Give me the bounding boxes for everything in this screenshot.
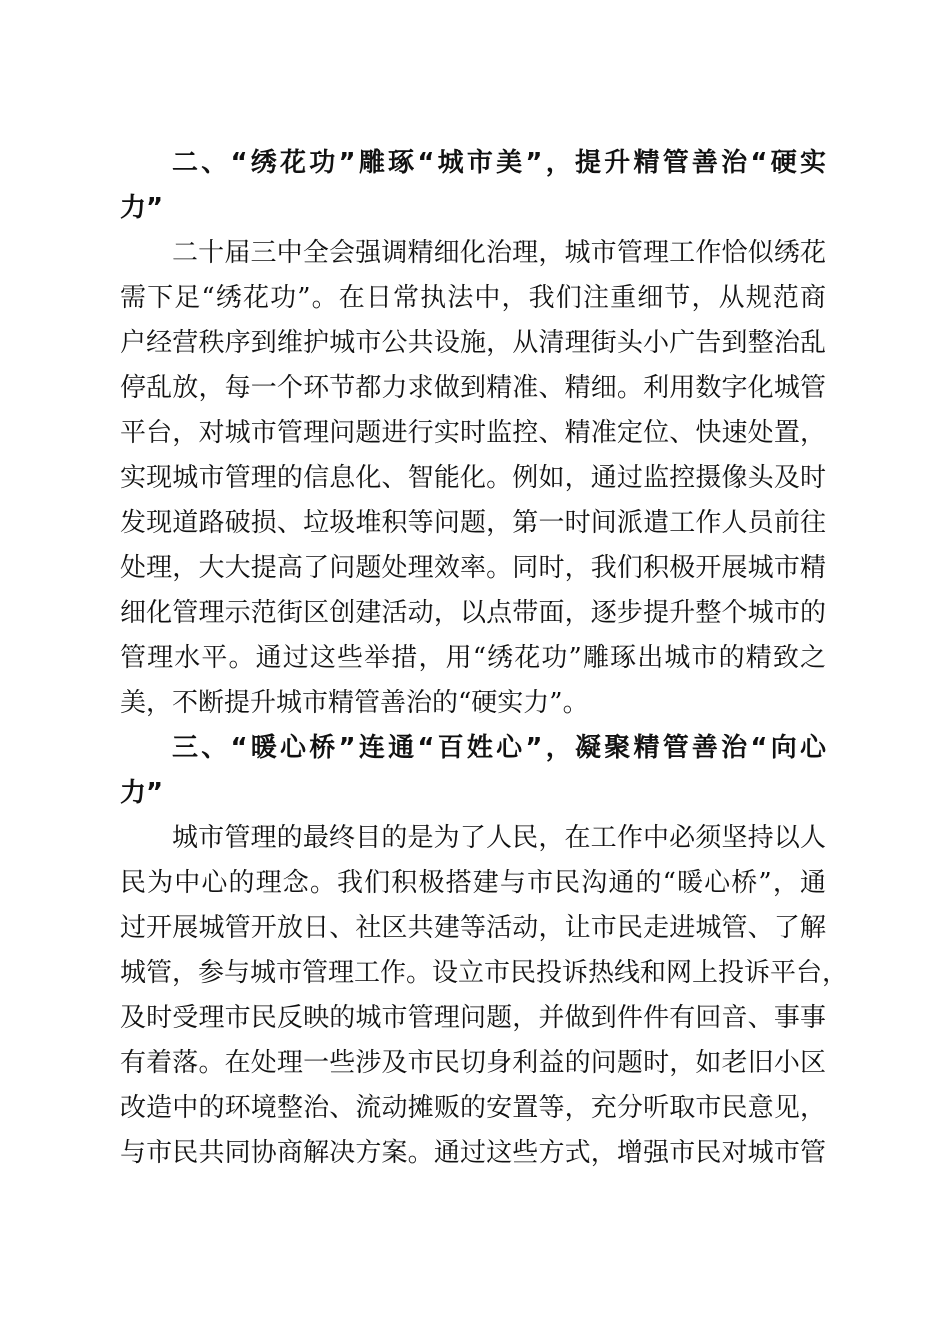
heading-line: 三、“暖心桥”连通“百姓心”，凝聚精管善治“向心	[172, 733, 826, 763]
paragraph-line: 改造中的环境整治、流动摊贩的安置等，充分听取市民意见，	[120, 1093, 826, 1123]
section-3-paragraph	[120, 816, 849, 1176]
heading-line: 力”	[120, 778, 164, 808]
paragraph-line: 过开展城管开放日、社区共建等活动，让市民走进城管、了解	[120, 913, 826, 943]
heading-line: 力”	[120, 193, 164, 223]
paragraph-line: 与市民共同协商解决方案。通过这些方式，增强市民对城市管	[120, 1138, 826, 1168]
paragraph-line: 美，不断提升城市精管善治的“硬实力”。	[120, 688, 589, 718]
paragraph-line: 处理，大大提高了问题处理效率。同时，我们积极开展城市精	[120, 553, 826, 583]
paragraph-line: 实现城市管理的信息化、智能化。例如，通过监控摄像头及时	[120, 463, 826, 493]
paragraph-line: 细化管理示范街区创建活动，以点带面，逐步提升整个城市的	[120, 598, 826, 628]
section-2-heading	[120, 141, 826, 231]
paragraph-line: 有着落。在处理一些涉及市民切身利益的问题时，如老旧小区	[120, 1048, 826, 1078]
section-2-paragraph	[120, 231, 826, 726]
paragraph-line: 城管，参与城市管理工作。设立市民投诉热线和网上投诉平台，	[120, 958, 849, 988]
paragraph-line: 管理水平。通过这些举措，用“绣花功”雕琢出城市的精致之	[120, 643, 826, 673]
paragraph-line: 城市管理的最终目的是为了人民，在工作中必须坚持以人	[172, 823, 826, 853]
paragraph-line: 二十届三中全会强调精细化治理，城市管理工作恰似绣花	[172, 238, 826, 268]
document-body	[120, 141, 849, 1176]
paragraph-line: 发现道路破损、垃圾堆积等问题，第一时间派遣工作人员前往	[120, 508, 826, 538]
paragraph-line: 需下足“绣花功”。在日常执法中，我们注重细节，从规范商	[120, 283, 826, 313]
paragraph-line: 户经营秩序到维护城市公共设施，从清理街头小广告到整治乱	[120, 328, 826, 358]
paragraph-line: 平台，对城市管理问题进行实时监控、精准定位、快速处置，	[120, 418, 826, 448]
paragraph-line: 停乱放，每一个环节都力求做到精准、精细。利用数字化城管	[120, 373, 826, 403]
section-3-heading	[120, 726, 826, 816]
heading-line: 二、“绣花功”雕琢“城市美”，提升精管善治“硬实	[172, 148, 826, 178]
paragraph-line: 及时受理市民反映的城市管理问题，并做到件件有回音、事事	[120, 1003, 826, 1033]
paragraph-line: 民为中心的理念。我们积极搭建与市民沟通的“暖心桥”，通	[120, 868, 826, 898]
